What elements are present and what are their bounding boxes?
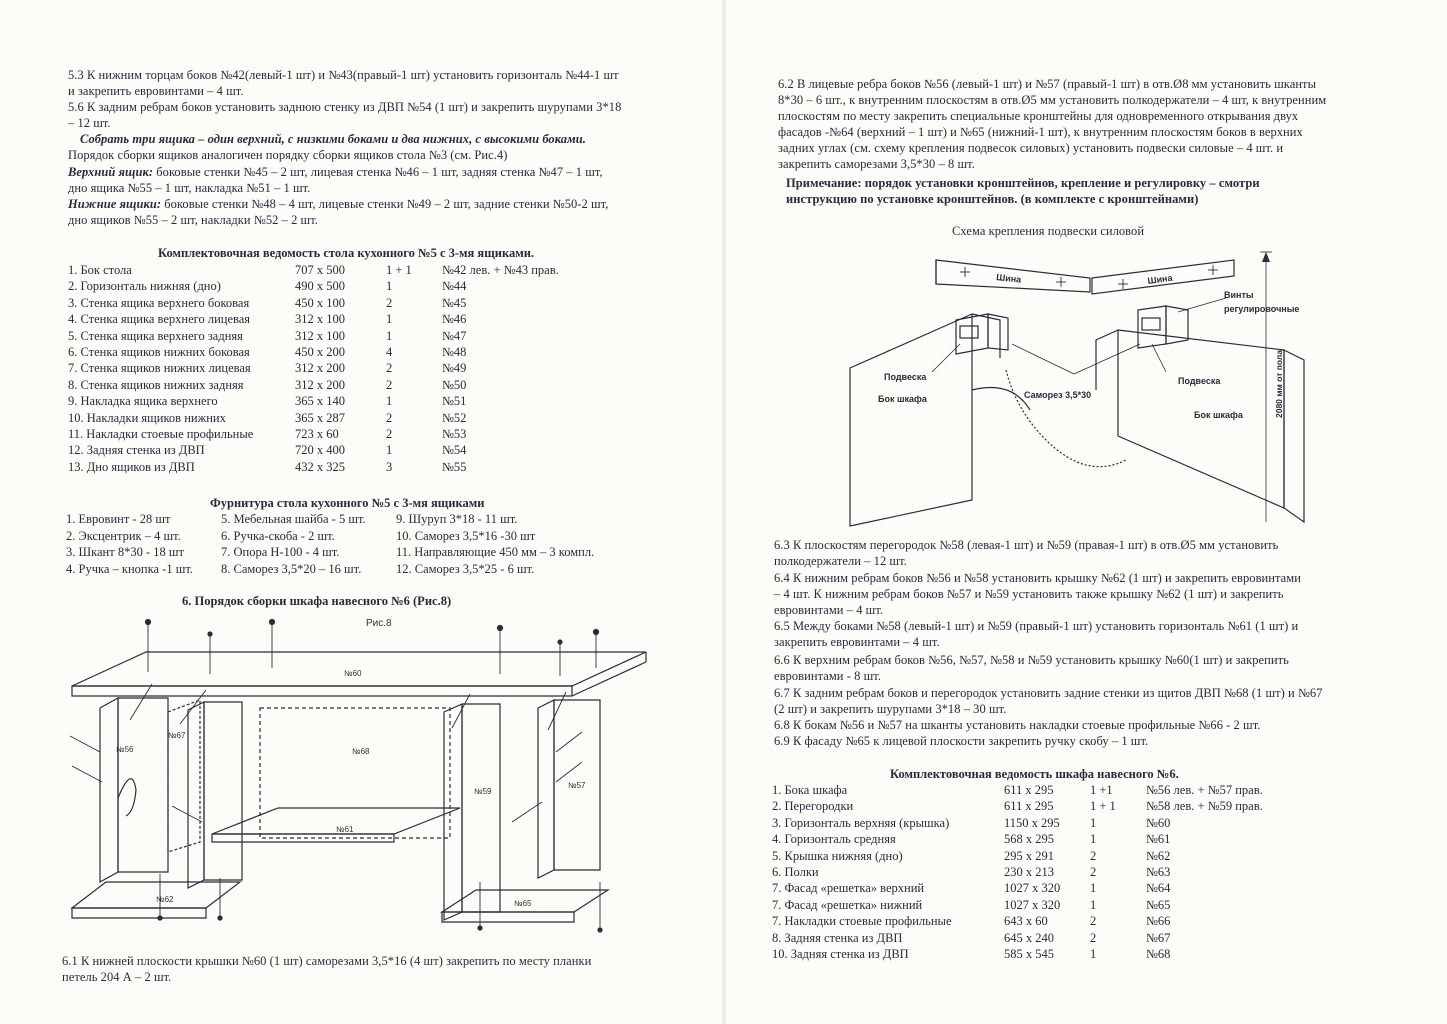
fitting-item: 5. Мебельная шайба - 5 шт. bbox=[221, 512, 366, 526]
label-60: №60 bbox=[344, 669, 362, 678]
adjust-screws-label-1: Винты bbox=[1224, 290, 1254, 300]
cell-num: №42 лев. + №43 прав. bbox=[442, 263, 559, 277]
fittings-title: Фурнитура стола кухонного №5 с 3-мя ящиками bbox=[210, 496, 485, 510]
hanger-left-label: Подвеска bbox=[884, 372, 927, 382]
cell-name: 5. Стенка ящика верхнего задняя bbox=[68, 328, 243, 343]
cell-size: 643 х 60 bbox=[1004, 914, 1048, 929]
figure-8-caption: Рис.8 bbox=[366, 618, 392, 629]
cell-size: 312 х 100 bbox=[295, 328, 345, 343]
right-page bbox=[726, 0, 1447, 1024]
table-row bbox=[68, 262, 628, 278]
label-59: №59 bbox=[474, 787, 492, 796]
cell-qty: 2 bbox=[1090, 864, 1097, 879]
cell-qty: 1 bbox=[386, 443, 393, 458]
table-row bbox=[68, 426, 628, 442]
cell-num: №56 лев. + №57 прав. bbox=[1146, 783, 1263, 797]
bus-right-label: Шина bbox=[1146, 272, 1174, 286]
paragraph-5-3: 5.3 К нижним торцам боков №42(левый-1 шт) и №43(правый-1 шт) установить горизонталь №44-1 шт и закрепить евровинтами – 4 шт. bbox=[68, 68, 619, 98]
cell-name: 8. Стенка ящиков нижних задняя bbox=[68, 377, 244, 392]
adjust-screws-label-2: регулировочные bbox=[1224, 304, 1300, 314]
fitting-item: 10. Саморез 3,5*16 -30 шт bbox=[396, 528, 536, 543]
fitting-item: 11. Направляющие 450 мм – 3 компл. bbox=[396, 545, 595, 560]
cell-qty: 1 bbox=[386, 279, 393, 294]
cell-num: №67 bbox=[1146, 930, 1171, 945]
cell-size: 1027 х 320 bbox=[1004, 881, 1061, 896]
table-row bbox=[68, 360, 628, 376]
cell-qty: 3 bbox=[386, 459, 393, 474]
cell-size: 295 х 291 bbox=[1004, 848, 1054, 863]
upper-drawer-label: Верхний ящик: bbox=[68, 165, 154, 179]
cell-size: 432 х 325 bbox=[295, 459, 345, 474]
lower-drawers-label: Нижние ящики: bbox=[68, 197, 162, 211]
table-row bbox=[68, 377, 628, 393]
drawers-assembly-title: Собрать три ящика – один верхний, с низкими боками и два нижних, с высокими боками. bbox=[80, 132, 586, 146]
cell-num: №52 bbox=[442, 410, 467, 425]
table-row bbox=[772, 782, 1352, 798]
label-67: №67 bbox=[168, 731, 186, 740]
paragraph-6-4: 6.4 К нижним ребрам боков №56 и №58 установить крышку №62 (1 шт) и закрепить евровинтами – 4 шт. К нижним ребрам боков №57 и №59 установить также крышку №62 (1 шт) и закрепить евровинтами – 4 шт. bbox=[774, 571, 1301, 617]
table6 bbox=[772, 782, 1352, 962]
cell-size: 450 х 200 bbox=[295, 344, 345, 359]
table-row bbox=[68, 393, 628, 409]
fitting-item: 1. Евровинт - 28 шт bbox=[66, 512, 171, 526]
left-page bbox=[0, 0, 722, 1024]
fittings-row bbox=[66, 561, 666, 578]
cell-name: 2. Горизонталь нижняя (дно) bbox=[68, 279, 221, 294]
cell-num: №58 лев. + №59 прав. bbox=[1146, 799, 1263, 814]
cell-name: 5. Крышка нижняя (дно) bbox=[772, 848, 903, 863]
cell-size: 312 х 200 bbox=[295, 361, 345, 376]
paragraph-6-1: 6.1 К нижней плоскости крышки №60 (1 шт) саморезами 3,5*16 (4 шт) закрепить по месту планки петель 204 А – 2 шт. bbox=[62, 954, 592, 984]
cell-name: 9. Накладка ящика верхнего bbox=[68, 394, 218, 409]
fitting-item: 8. Саморез 3,5*20 – 16 шт. bbox=[221, 561, 362, 576]
side-left-label: Бок шкафа bbox=[878, 394, 927, 404]
cell-name: 7. Стенка ящиков нижних лицевая bbox=[68, 361, 251, 376]
cell-num: №61 bbox=[1146, 832, 1171, 847]
cell-name: 11. Накладки стоевые профильные bbox=[68, 426, 254, 441]
fitting-item: 4. Ручка – кнопка -1 шт. bbox=[66, 561, 193, 576]
cell-num: №49 bbox=[442, 361, 467, 376]
paragraph-6-3: 6.3 К плоскостям перегородок №58 (левая-1 шт) и №59 (правая-1 шт) в отв.Ø5 мм установить полкодержатели – 12 шт. bbox=[774, 538, 1279, 568]
table-row bbox=[68, 278, 628, 294]
cell-qty: 1 + 1 bbox=[386, 263, 412, 277]
cell-name: 7. Фасад «решетка» верхний bbox=[772, 881, 925, 896]
cell-num: №63 bbox=[1146, 864, 1171, 879]
upper-drawer-parts: боковые стенки №45 – 2 шт, лицевая стенка №46 – 1 шт, задняя стенка №47 – 1 шт, дно ящика №55 – 1 шт, накладка №51 – 1 шт. bbox=[68, 165, 603, 195]
cell-name: 6. Полки bbox=[772, 864, 819, 879]
cell-qty: 2 bbox=[386, 410, 393, 425]
label-56: №56 bbox=[116, 745, 134, 754]
cell-name: 7. Накладки стоевые профильные bbox=[772, 914, 952, 929]
cell-size: 490 х 500 bbox=[295, 279, 345, 294]
cell-qty: 2 bbox=[386, 295, 393, 310]
cell-name: 4. Стенка ящика верхнего лицевая bbox=[68, 312, 251, 327]
table-row bbox=[68, 459, 628, 475]
cell-num: №48 bbox=[442, 344, 467, 359]
table-row bbox=[772, 913, 1352, 929]
lower-drawers-text bbox=[68, 196, 708, 228]
cell-qty: 1 bbox=[1090, 832, 1097, 847]
cell-qty: 1 bbox=[386, 328, 393, 343]
table-row bbox=[68, 410, 628, 426]
cell-qty: 2 bbox=[1090, 914, 1097, 929]
cell-name: 13. Дно ящиков из ДВП bbox=[68, 459, 195, 474]
figure-8-drawing bbox=[60, 612, 680, 942]
cell-qty: 2 bbox=[1090, 848, 1097, 863]
label-61: №61 bbox=[336, 825, 354, 834]
cell-size: 720 х 400 bbox=[295, 443, 345, 458]
cell-num: №53 bbox=[442, 426, 467, 441]
paragraph-6-9: 6.9 К фасаду №65 к лицевой плоскости закрепить ручку скобу – 1 шт. bbox=[774, 734, 1149, 748]
cell-size: 723 х 60 bbox=[295, 426, 339, 441]
cell-size: 611 х 295 bbox=[1004, 783, 1054, 797]
label-57: №57 bbox=[568, 781, 586, 790]
cell-size: 611 х 295 bbox=[1004, 799, 1054, 814]
fitting-item: 2. Эксцентрик – 4 шт. bbox=[66, 528, 181, 543]
cell-num: №65 bbox=[1146, 897, 1171, 912]
cell-name: 10. Задняя стенка из ДВП bbox=[772, 946, 909, 961]
cell-qty: 2 bbox=[386, 426, 393, 441]
cell-qty: 1 +1 bbox=[1090, 783, 1113, 797]
fitting-item: 7. Опора Н-100 - 4 шт. bbox=[221, 545, 340, 560]
table-row bbox=[772, 946, 1352, 962]
cell-num: №54 bbox=[442, 443, 467, 458]
table-row bbox=[68, 442, 628, 458]
cell-qty: 4 bbox=[386, 344, 393, 359]
table-row bbox=[772, 798, 1352, 814]
paragraph-6-5: 6.5 Между боками №58 (левый-1 шт) и №59 (правый-1 шт) установить горизонталь №61 (1 шт) и закрепить евровинтами – 4 шт. bbox=[774, 619, 1299, 649]
label-62: №62 bbox=[156, 895, 174, 904]
cell-num: №62 bbox=[1146, 848, 1171, 863]
cell-num: №44 bbox=[442, 279, 467, 294]
cell-size: 585 х 545 bbox=[1004, 946, 1054, 961]
hanger-scheme-drawing bbox=[836, 240, 1366, 530]
screw-label: Саморез 3,5*30 bbox=[1024, 390, 1092, 400]
cell-size: 365 х 287 bbox=[295, 410, 345, 425]
fitting-item: 9. Шуруп 3*18 - 11 шт. bbox=[396, 512, 518, 526]
table-row bbox=[68, 344, 628, 360]
cell-name: 12. Задняя стенка из ДВП bbox=[68, 443, 205, 458]
cell-name: 2. Перегородки bbox=[772, 799, 854, 814]
cell-size: 312 х 200 bbox=[295, 377, 345, 392]
table-row bbox=[772, 897, 1352, 913]
cell-num: №51 bbox=[442, 394, 467, 409]
cell-name: 8. Задняя стенка из ДВП bbox=[772, 930, 903, 945]
cell-name: 6. Стенка ящиков нижних боковая bbox=[68, 344, 250, 359]
table-row bbox=[772, 864, 1352, 880]
note-brackets: Примечание: порядок установки кронштейнов, крепление и регулировку – смотри инструкцию по установке кронштейнов. (в комплекте с кронштейнами) bbox=[786, 176, 1260, 206]
cell-size: 1150 х 295 bbox=[1004, 815, 1060, 830]
cell-num: №68 bbox=[1146, 946, 1171, 961]
cell-size: 568 х 295 bbox=[1004, 832, 1054, 847]
cell-qty: 1 bbox=[1090, 946, 1097, 961]
table-row bbox=[772, 815, 1352, 831]
drawers-order-text: Порядок сборки ящиков аналогичен порядку сборки ящиков стола №3 (см. Рис.4) bbox=[68, 148, 508, 162]
cell-qty: 1 bbox=[386, 394, 393, 409]
cell-name: 4. Горизонталь средняя bbox=[772, 832, 896, 847]
label-65: №65 bbox=[514, 899, 532, 908]
table5 bbox=[68, 262, 628, 475]
cell-qty: 2 bbox=[1090, 930, 1097, 945]
fitting-item: 12. Саморез 3,5*25 - 6 шт. bbox=[396, 561, 535, 576]
bus-left-label: Шина bbox=[995, 272, 1022, 285]
cell-qty: 1 bbox=[386, 312, 393, 327]
cell-size: 230 х 213 bbox=[1004, 864, 1054, 879]
cell-qty: 1 bbox=[1090, 815, 1097, 830]
cell-name: 3. Стенка ящика верхнего боковая bbox=[68, 295, 250, 310]
cell-qty: 1 + 1 bbox=[1090, 799, 1116, 814]
cell-size: 312 х 100 bbox=[295, 312, 345, 327]
fittings-row bbox=[66, 511, 666, 528]
side-right-label: Бок шкафа bbox=[1194, 410, 1243, 420]
paragraph-6-8: 6.8 К бокам №56 и №57 на шканты установить накладки стоевые профильные №66 - 2 шт. bbox=[774, 718, 1261, 732]
table5-title: Комплектовочная ведомость стола кухонного №5 с 3-мя ящиками. bbox=[158, 246, 535, 260]
cell-size: 645 х 240 bbox=[1004, 930, 1054, 945]
cell-size: 365 х 140 bbox=[295, 394, 345, 409]
table-row bbox=[772, 880, 1352, 896]
height-label: 2080 мм от пола bbox=[1274, 350, 1284, 418]
cell-num: №60 bbox=[1146, 815, 1171, 830]
table-row bbox=[772, 848, 1352, 864]
cell-name: 7. Фасад «решетка» нижний bbox=[772, 897, 923, 912]
cell-num: №47 bbox=[442, 328, 467, 343]
cell-name: 3. Горизонталь верхняя (крышка) bbox=[772, 815, 950, 830]
upper-drawer-text bbox=[68, 164, 708, 196]
label-68: №68 bbox=[352, 747, 370, 756]
fittings-list bbox=[66, 511, 666, 577]
cell-name: 1. Бок стола bbox=[68, 263, 132, 277]
cell-qty: 2 bbox=[386, 361, 393, 376]
cell-size: 1027 х 320 bbox=[1004, 897, 1061, 912]
table6-title: Комплектовочная ведомость шкафа навесного №6. bbox=[890, 767, 1179, 781]
paragraph-6-6: 6.6 К верхним ребрам боков №56, №57, №58 и №59 установить крышку №60(1 шт) и закрепить евровинтами - 8 шт. bbox=[774, 653, 1289, 683]
section6-title: 6. Порядок сборки шкафа навесного №6 (Рис.8) bbox=[182, 594, 452, 608]
paragraph-5-6: 5.6 К задним ребрам боков установить заднюю стенку из ДВП №54 (1 шт) и закрепить шурупами 3*18 – 12 шт. bbox=[68, 100, 622, 130]
table-row bbox=[68, 295, 628, 311]
paragraph-6-7: 6.7 К задним ребрам боков и перегородок установить задние стенки из щитов ДВП №68 (1 шт) и №67 (2 шт) и закрепить шурупами 3*18 – 30 шт. bbox=[774, 686, 1323, 716]
table-row bbox=[772, 831, 1352, 847]
hanger-right-label: Подвеска bbox=[1178, 376, 1221, 386]
cell-name: 1. Бока шкафа bbox=[772, 783, 848, 797]
cell-num: №66 bbox=[1146, 914, 1171, 929]
table-row bbox=[772, 930, 1352, 946]
cell-num: №46 bbox=[442, 312, 467, 327]
scheme-title: Схема крепления подвески силовой bbox=[952, 224, 1145, 238]
table-row bbox=[68, 328, 628, 344]
lower-drawers-parts: боковые стенки №48 – 4 шт, лицевые стенки №49 – 2 шт, задние стенки №50-2 шт, дно ящиков №55 – 2 шт, накладки №52 – 2 шт. bbox=[68, 197, 609, 227]
cell-qty: 1 bbox=[1090, 881, 1097, 896]
fittings-row bbox=[66, 544, 666, 561]
cell-num: №45 bbox=[442, 295, 467, 310]
cell-name: 10. Накладки ящиков нижних bbox=[68, 410, 226, 425]
cell-qty: 1 bbox=[1090, 897, 1097, 912]
fittings-row bbox=[66, 528, 666, 545]
cell-size: 450 х 100 bbox=[295, 295, 345, 310]
cell-num: №55 bbox=[442, 459, 467, 474]
paragraph-6-2: 6.2 В лицевые ребра боков №56 (левый-1 шт) и №57 (правый-1 шт) в отв.Ø8 мм установить шканты 8*30 – 6 шт., к внутренним плоскостям в отв.Ø5 мм установить полкодержатели – 4 шт, к внутренним плоскостям по месту закрепить специальные кронштейны для одновременного открывания двух фасадов -№64 (верхний – 1 шт) и №65 (нижний-1 шт), к внутренним плоскостям боков в верхних задних углах (см. схему крепления подвесок силовых) установить подвески силовые – 4 шт. и закрепить саморезами 3,5*30 – 8 шт. bbox=[778, 77, 1327, 171]
fitting-item: 3. Шкант 8*30 - 18 шт bbox=[66, 545, 184, 560]
table-row bbox=[68, 311, 628, 327]
fitting-item: 6. Ручка-скоба - 2 шт. bbox=[221, 528, 335, 543]
cell-size: 707 х 500 bbox=[295, 263, 345, 277]
cell-num: №64 bbox=[1146, 881, 1171, 896]
cell-num: №50 bbox=[442, 377, 467, 392]
cell-qty: 2 bbox=[386, 377, 393, 392]
